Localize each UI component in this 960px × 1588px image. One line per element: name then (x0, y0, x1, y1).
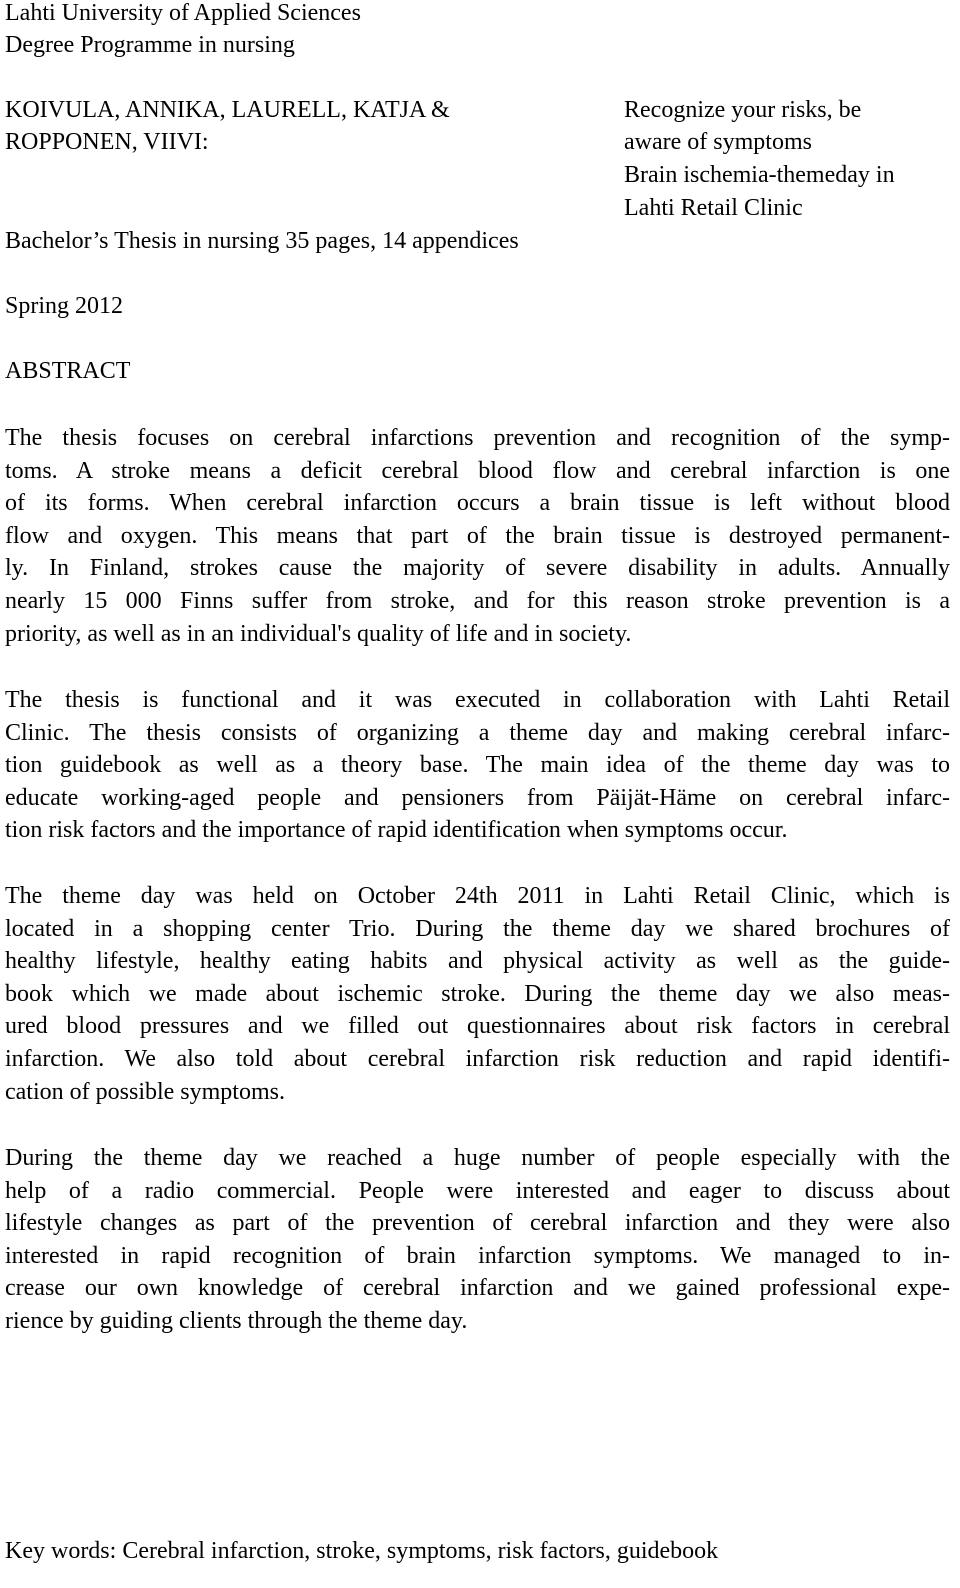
text-line: tion risk factors and the importance of rapid identification when symptoms occur. (5, 817, 788, 844)
text-line: rience by guiding clients through the theme day. (5, 1307, 468, 1334)
abstract-paragraph-1 (5, 422, 950, 650)
text-line: help of a radio commercial. People were interested and eager to discuss about (5, 1177, 950, 1204)
text-line: priority, as well as in an individual's quality of life and in society. (5, 620, 632, 647)
text-line: flow and oxygen. This means that part of the brain tissue is destroyed permanent- (5, 522, 950, 549)
abstract-paragraph-3 (5, 880, 950, 1108)
section-heading-abstract: ABSTRACT (5, 358, 131, 384)
thesis-title-line-1: Recognize your risks, be (624, 97, 862, 123)
abstract-paragraph-2 (5, 684, 950, 847)
abstract-paragraph-4 (5, 1142, 950, 1338)
authors-line-1: KOIVULA, ANNIKA, LAURELL, KATJA & (5, 97, 450, 123)
thesis-title-line-2: aware of symptoms (624, 129, 812, 155)
text-line: toms. A stroke means a deficit cerebral blood flow and cerebral infarction is one (5, 457, 950, 484)
text-line: of its forms. When cerebral infarction occurs a brain tissue is left without blood (5, 490, 950, 517)
thesis-title-line-3: Brain ischemia-themeday in (624, 162, 895, 188)
text-line: healthy lifestyle, healthy eating habits and physical activity as well as the guide- (5, 948, 950, 975)
text-line: educate working-aged people and pensioners from Päijät-Häme on cerebral infarc- (5, 784, 950, 811)
authors-line-2: ROPPONEN, VIIVI: (5, 129, 209, 155)
term: Spring 2012 (5, 293, 124, 319)
text-line: infarction. We also told about cerebral infarction risk reduction and rapid identifi- (5, 1045, 950, 1072)
text-line: During the theme day we reached a huge number of people especially with the (5, 1145, 950, 1171)
text-line: located in a shopping center Trio. During the theme day we shared brochures of (5, 915, 950, 942)
text-line: book which we made about ischemic stroke. During the theme day we also meas- (5, 980, 950, 1007)
thesis-title-line-4: Lahti Retail Clinic (624, 195, 803, 221)
text-line: cation of possible symptoms. (5, 1078, 285, 1105)
text-line: interested in rapid recognition of brain infarction symptoms. We managed to in- (5, 1242, 950, 1269)
institution-name: Lahti University of Applied Sciences (5, 0, 361, 26)
text-line: crease our own knowledge of cerebral infarction and we gained professional expe- (5, 1275, 950, 1302)
text-line: tion guidebook as well as a theory base. The main idea of the theme day was to (5, 752, 950, 779)
text-line: The theme day was held on October 24th 2011 in Lahti Retail Clinic, which is (5, 883, 950, 909)
thesis-info: Bachelor’s Thesis in nursing 35 pages, 14 appendices (5, 228, 519, 254)
degree-programme: Degree Programme in nursing (5, 32, 295, 58)
text-line: ured blood pressures and we filled out questionnaires about risk factors in cerebral (5, 1013, 950, 1040)
text-line: ly. In Finland, strokes cause the majority of severe disability in adults. Annually (5, 555, 950, 582)
text-line: The thesis is functional and it was executed in collaboration with Lahti Retail (5, 687, 950, 713)
text-line: The thesis focuses on cerebral infarctions prevention and recognition of the symp- (5, 425, 950, 451)
keywords: Key words: Cerebral infarction, stroke, symptoms, risk factors, guidebook (5, 1538, 719, 1564)
text-line: Clinic. The thesis consists of organizing a theme day and making cerebral infarc- (5, 719, 950, 746)
text-line: lifestyle changes as part of the prevention of cerebral infarction and they were also (5, 1210, 950, 1237)
text-line: nearly 15 000 Finns suffer from stroke, and for this reason stroke prevention is a (5, 587, 950, 614)
